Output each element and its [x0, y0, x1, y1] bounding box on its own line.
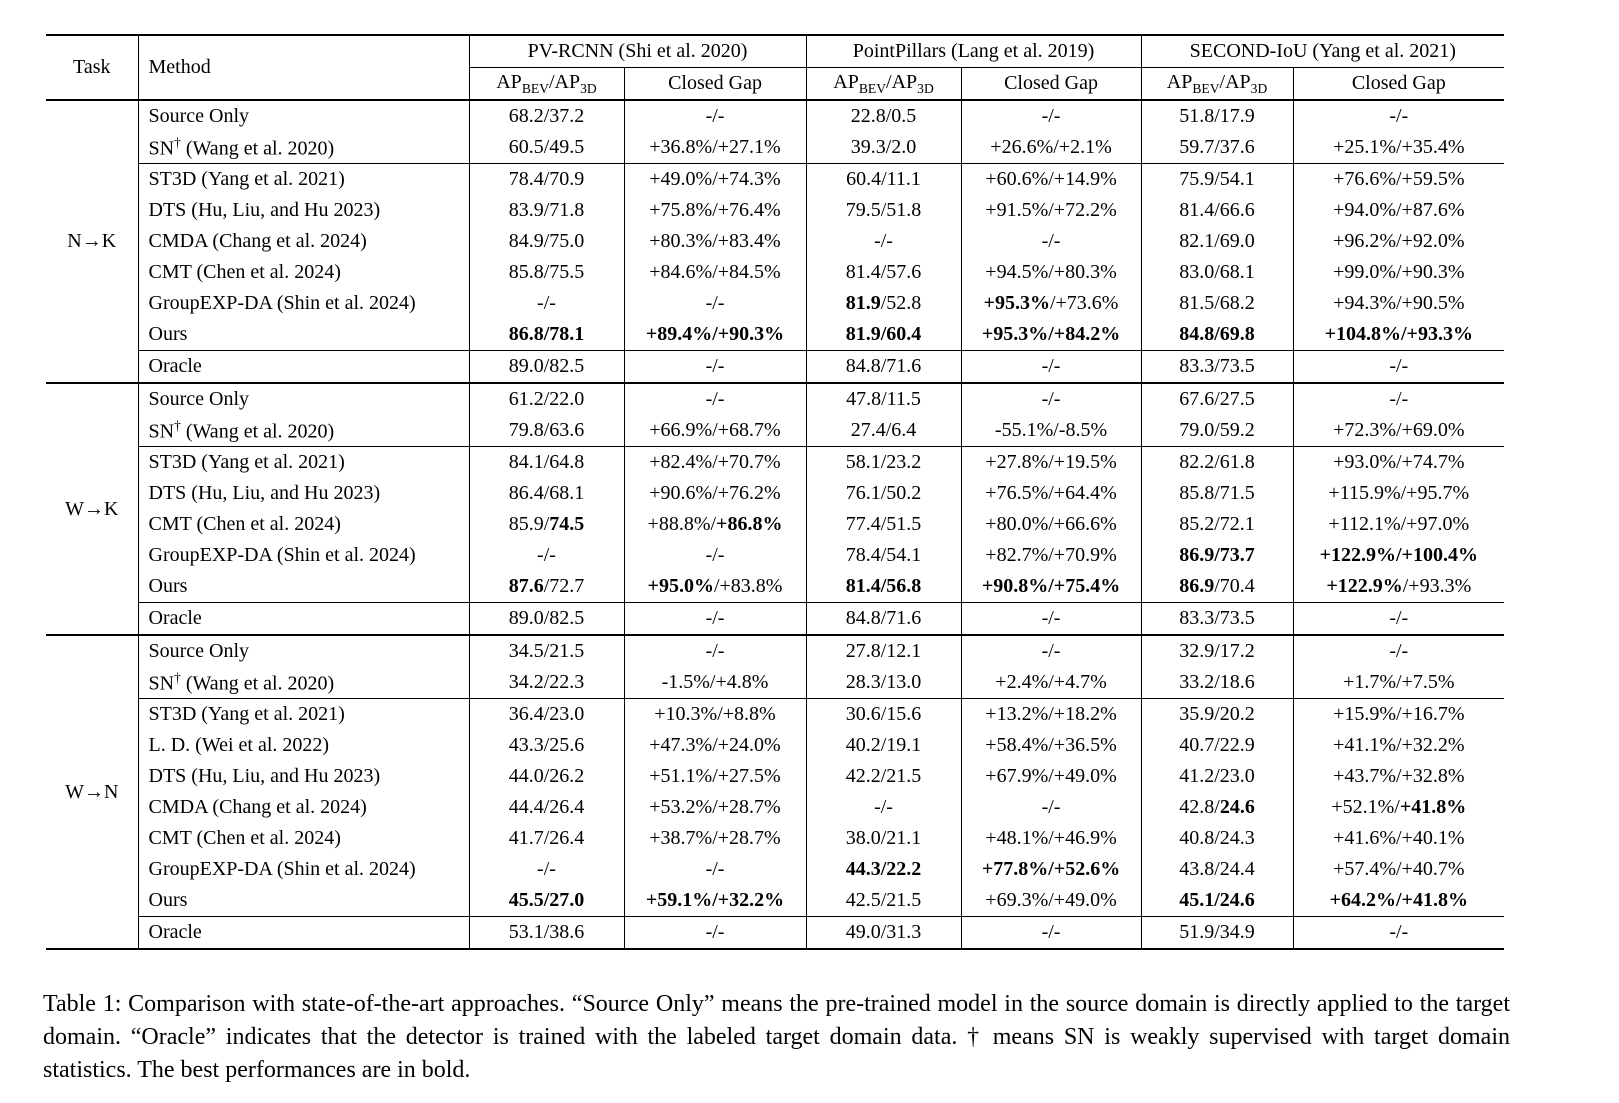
value-cell: +91.5%/+72.2% [961, 195, 1141, 226]
table-row [46, 792, 1504, 823]
value-cell: 32.9/17.2 [1141, 635, 1293, 667]
value-cell: -/- [624, 635, 806, 667]
value-cell: -/- [469, 854, 624, 885]
value-cell: 42.8/24.6 [1141, 792, 1293, 823]
value-cell: -/- [961, 351, 1141, 384]
method-cell: GroupEXP-DA (Shin et al. 2024) [138, 288, 469, 319]
table-row [46, 288, 1504, 319]
value-cell: 39.3/2.0 [806, 132, 961, 164]
value-cell: 40.7/22.9 [1141, 730, 1293, 761]
value-cell: +47.3%/+24.0% [624, 730, 806, 761]
value-cell: 82.2/61.8 [1141, 447, 1293, 479]
value-cell: 42.5/21.5 [806, 885, 961, 917]
value-cell: 84.8/69.8 [1141, 319, 1293, 351]
method-cell: GroupEXP-DA (Shin et al. 2024) [138, 854, 469, 885]
value-cell: +88.8%/+86.8% [624, 509, 806, 540]
value-cell: -/- [1293, 603, 1504, 636]
value-cell: -/- [624, 351, 806, 384]
value-cell: 38.0/21.1 [806, 823, 961, 854]
table-row [46, 195, 1504, 226]
value-cell: +67.9%/+49.0% [961, 761, 1141, 792]
value-cell: 34.2/22.3 [469, 667, 624, 699]
method-cell: Oracle [138, 917, 469, 950]
col-header-task: Task [46, 35, 138, 100]
value-cell: +15.9%/+16.7% [1293, 699, 1504, 731]
value-cell: 51.9/34.9 [1141, 917, 1293, 950]
value-cell: 43.3/25.6 [469, 730, 624, 761]
value-cell: 60.5/49.5 [469, 132, 624, 164]
value-cell: +96.2%/+92.0% [1293, 226, 1504, 257]
value-cell: -/- [961, 100, 1141, 132]
value-cell: +69.3%/+49.0% [961, 885, 1141, 917]
value-cell: 41.2/23.0 [1141, 761, 1293, 792]
value-cell: -/- [961, 917, 1141, 950]
value-cell: -/- [624, 288, 806, 319]
method-cell: Ours [138, 319, 469, 351]
col-header-second-iou: SECOND-IoU (Yang et al. 2021) [1141, 35, 1504, 68]
value-cell: +94.3%/+90.5% [1293, 288, 1504, 319]
table-row [46, 478, 1504, 509]
value-cell: 85.2/72.1 [1141, 509, 1293, 540]
value-cell: +115.9%/+95.7% [1293, 478, 1504, 509]
value-cell: 45.1/24.6 [1141, 885, 1293, 917]
value-cell: 81.9/52.8 [806, 288, 961, 319]
value-cell: +82.4%/+70.7% [624, 447, 806, 479]
value-cell: -/- [624, 603, 806, 636]
value-cell: +95.3%/+73.6% [961, 288, 1141, 319]
results-table [46, 34, 1504, 950]
col-header-pvrcnn: PV-RCNN (Shi et al. 2020) [469, 35, 806, 68]
value-cell: 43.8/24.4 [1141, 854, 1293, 885]
value-cell: -/- [806, 226, 961, 257]
value-cell: 85.8/75.5 [469, 257, 624, 288]
value-cell: -/- [806, 792, 961, 823]
method-cell: DTS (Hu, Liu, and Hu 2023) [138, 195, 469, 226]
table-row [46, 667, 1504, 699]
value-cell: +2.4%/+4.7% [961, 667, 1141, 699]
method-cell: SN† (Wang et al. 2020) [138, 667, 469, 699]
value-cell: 85.8/71.5 [1141, 478, 1293, 509]
value-cell: +52.1%/+41.8% [1293, 792, 1504, 823]
method-cell: Source Only [138, 635, 469, 667]
method-cell: Source Only [138, 100, 469, 132]
method-cell: CMT (Chen et al. 2024) [138, 823, 469, 854]
value-cell: -/- [1293, 383, 1504, 415]
value-cell: 28.3/13.0 [806, 667, 961, 699]
method-cell: Oracle [138, 351, 469, 384]
value-cell: 42.2/21.5 [806, 761, 961, 792]
table-row [46, 447, 1504, 479]
table-row [46, 730, 1504, 761]
col-header-pointpillars: PointPillars (Lang et al. 2019) [806, 35, 1141, 68]
value-cell: +112.1%/+97.0% [1293, 509, 1504, 540]
value-cell: 86.8/78.1 [469, 319, 624, 351]
value-cell: 81.4/56.8 [806, 571, 961, 603]
value-cell: +1.7%/+7.5% [1293, 667, 1504, 699]
value-cell: 83.0/68.1 [1141, 257, 1293, 288]
value-cell: +58.4%/+36.5% [961, 730, 1141, 761]
method-cell: CMDA (Chang et al. 2024) [138, 226, 469, 257]
value-cell: +72.3%/+69.0% [1293, 415, 1504, 447]
table-row [46, 226, 1504, 257]
task-label: N→K [46, 100, 138, 383]
value-cell: 79.8/63.6 [469, 415, 624, 447]
value-cell: 81.4/66.6 [1141, 195, 1293, 226]
table-row [46, 257, 1504, 288]
col-header-ap-pvrcnn: $AP_{BEV}/AP_{3D}$ [469, 68, 624, 101]
value-cell: +95.0%/+83.8% [624, 571, 806, 603]
value-cell: -/- [961, 383, 1141, 415]
table-row [46, 761, 1504, 792]
value-cell: 77.4/51.5 [806, 509, 961, 540]
method-cell: ST3D (Yang et al. 2021) [138, 447, 469, 479]
table-row [46, 100, 1504, 132]
method-cell: GroupEXP-DA (Shin et al. 2024) [138, 540, 469, 571]
value-cell: 83.3/73.5 [1141, 603, 1293, 636]
value-cell: 85.9/74.5 [469, 509, 624, 540]
value-cell: +60.6%/+14.9% [961, 164, 1141, 196]
value-cell: +82.7%/+70.9% [961, 540, 1141, 571]
value-cell: 59.7/37.6 [1141, 132, 1293, 164]
header-row-detectors [46, 35, 1504, 68]
value-cell: -/- [961, 635, 1141, 667]
value-cell: +10.3%/+8.8% [624, 699, 806, 731]
value-cell: 86.9/70.4 [1141, 571, 1293, 603]
value-cell: -/- [469, 288, 624, 319]
value-cell: +99.0%/+90.3% [1293, 257, 1504, 288]
value-cell: +48.1%/+46.9% [961, 823, 1141, 854]
table-row [46, 823, 1504, 854]
value-cell: +80.0%/+66.6% [961, 509, 1141, 540]
col-header-ap-pointpillars: $AP_{BEV}/AP_{3D}$ [806, 68, 961, 101]
value-cell: 27.4/6.4 [806, 415, 961, 447]
table-row [46, 415, 1504, 447]
value-cell: 45.5/27.0 [469, 885, 624, 917]
value-cell: -55.1%/-8.5% [961, 415, 1141, 447]
method-cell: Oracle [138, 603, 469, 636]
value-cell: +90.8%/+75.4% [961, 571, 1141, 603]
value-cell: 30.6/15.6 [806, 699, 961, 731]
value-cell: +122.9%/+93.3% [1293, 571, 1504, 603]
value-cell: 33.2/18.6 [1141, 667, 1293, 699]
value-cell: 58.1/23.2 [806, 447, 961, 479]
col-header-gap-pointpillars: Closed Gap [961, 68, 1141, 101]
value-cell: +59.1%/+32.2% [624, 885, 806, 917]
value-cell: 79.5/51.8 [806, 195, 961, 226]
task-label: W→K [46, 383, 138, 635]
method-cell: SN† (Wang et al. 2020) [138, 132, 469, 164]
value-cell: 87.6/72.7 [469, 571, 624, 603]
value-cell: +94.0%/+87.6% [1293, 195, 1504, 226]
value-cell: 44.3/22.2 [806, 854, 961, 885]
table-row [46, 383, 1504, 415]
value-cell: +49.0%/+74.3% [624, 164, 806, 196]
value-cell: 76.1/50.2 [806, 478, 961, 509]
value-cell: +104.8%/+93.3% [1293, 319, 1504, 351]
value-cell: -/- [961, 226, 1141, 257]
value-cell: 40.8/24.3 [1141, 823, 1293, 854]
value-cell: +41.6%/+40.1% [1293, 823, 1504, 854]
value-cell: +41.1%/+32.2% [1293, 730, 1504, 761]
value-cell: +66.9%/+68.7% [624, 415, 806, 447]
col-header-gap-pvrcnn: Closed Gap [624, 68, 806, 101]
method-cell: Source Only [138, 383, 469, 415]
value-cell: +122.9%/+100.4% [1293, 540, 1504, 571]
value-cell: 40.2/19.1 [806, 730, 961, 761]
value-cell: 67.6/27.5 [1141, 383, 1293, 415]
table-row [46, 509, 1504, 540]
value-cell: +80.3%/+83.4% [624, 226, 806, 257]
value-cell: +53.2%/+28.7% [624, 792, 806, 823]
table-row [46, 885, 1504, 917]
method-cell: ST3D (Yang et al. 2021) [138, 699, 469, 731]
value-cell: +38.7%/+28.7% [624, 823, 806, 854]
value-cell: 84.1/64.8 [469, 447, 624, 479]
value-cell: 86.4/68.1 [469, 478, 624, 509]
col-header-ap-second-iou: $AP_{BEV}/AP_{3D}$ [1141, 68, 1293, 101]
value-cell: +89.4%/+90.3% [624, 319, 806, 351]
method-cell: Ours [138, 571, 469, 603]
value-cell: 34.5/21.5 [469, 635, 624, 667]
value-cell: 68.2/37.2 [469, 100, 624, 132]
value-cell: -1.5%/+4.8% [624, 667, 806, 699]
value-cell: -/- [961, 792, 1141, 823]
value-cell: -/- [624, 383, 806, 415]
value-cell: +95.3%/+84.2% [961, 319, 1141, 351]
value-cell: +76.6%/+59.5% [1293, 164, 1504, 196]
value-cell: 81.5/68.2 [1141, 288, 1293, 319]
table-row [46, 540, 1504, 571]
value-cell: 61.2/22.0 [469, 383, 624, 415]
method-cell: CMT (Chen et al. 2024) [138, 509, 469, 540]
value-cell: -/- [1293, 635, 1504, 667]
value-cell: 84.8/71.6 [806, 351, 961, 384]
value-cell: 60.4/11.1 [806, 164, 961, 196]
method-cell: DTS (Hu, Liu, and Hu 2023) [138, 478, 469, 509]
method-cell: CMT (Chen et al. 2024) [138, 257, 469, 288]
value-cell: +36.8%/+27.1% [624, 132, 806, 164]
value-cell: -/- [961, 603, 1141, 636]
value-cell: 82.1/69.0 [1141, 226, 1293, 257]
value-cell: 89.0/82.5 [469, 351, 624, 384]
value-cell: 79.0/59.2 [1141, 415, 1293, 447]
value-cell: 81.4/57.6 [806, 257, 961, 288]
value-cell: 49.0/31.3 [806, 917, 961, 950]
value-cell: -/- [624, 100, 806, 132]
value-cell: -/- [1293, 351, 1504, 384]
col-header-method: Method [138, 35, 469, 100]
value-cell: +77.8%/+52.6% [961, 854, 1141, 885]
value-cell: +27.8%/+19.5% [961, 447, 1141, 479]
method-cell: ST3D (Yang et al. 2021) [138, 164, 469, 196]
value-cell: 35.9/20.2 [1141, 699, 1293, 731]
value-cell: 75.9/54.1 [1141, 164, 1293, 196]
table-row [46, 603, 1504, 636]
table-row [46, 699, 1504, 731]
value-cell: -/- [624, 854, 806, 885]
value-cell: 27.8/12.1 [806, 635, 961, 667]
value-cell: +76.5%/+64.4% [961, 478, 1141, 509]
value-cell: 41.7/26.4 [469, 823, 624, 854]
value-cell: 84.9/75.0 [469, 226, 624, 257]
value-cell: 89.0/82.5 [469, 603, 624, 636]
table-row [46, 351, 1504, 384]
table-row [46, 319, 1504, 351]
table-caption: Table 1: Comparison with state-of-the-art approaches. “Source Only” means the pre-trained model in the source domain is directly applied to the target domain. “Oracle” indicates that the detector is trained with the labeled target domain data. † means SN is weakly supervised with target domain statistics. The best performances are in bold. [43, 991, 1510, 1083]
value-cell: 78.4/54.1 [806, 540, 961, 571]
value-cell: 84.8/71.6 [806, 603, 961, 636]
value-cell: 47.8/11.5 [806, 383, 961, 415]
table-row [46, 132, 1504, 164]
value-cell: -/- [1293, 917, 1504, 950]
table-row [46, 635, 1504, 667]
value-cell: +75.8%/+76.4% [624, 195, 806, 226]
method-cell: SN† (Wang et al. 2020) [138, 415, 469, 447]
value-cell: 36.4/23.0 [469, 699, 624, 731]
value-cell: -/- [624, 540, 806, 571]
value-cell: 83.9/71.8 [469, 195, 624, 226]
value-cell: +13.2%/+18.2% [961, 699, 1141, 731]
value-cell: 44.0/26.2 [469, 761, 624, 792]
value-cell: +51.1%/+27.5% [624, 761, 806, 792]
method-cell: DTS (Hu, Liu, and Hu 2023) [138, 761, 469, 792]
method-cell: L. D. (Wei et al. 2022) [138, 730, 469, 761]
value-cell: 81.9/60.4 [806, 319, 961, 351]
value-cell: -/- [469, 540, 624, 571]
value-cell: +93.0%/+74.7% [1293, 447, 1504, 479]
col-header-gap-second-iou: Closed Gap [1293, 68, 1504, 101]
task-label: W→N [46, 635, 138, 949]
value-cell: 51.8/17.9 [1141, 100, 1293, 132]
value-cell: 86.9/73.7 [1141, 540, 1293, 571]
value-cell: 83.3/73.5 [1141, 351, 1293, 384]
table-row [46, 854, 1504, 885]
value-cell: +94.5%/+80.3% [961, 257, 1141, 288]
method-cell: Ours [138, 885, 469, 917]
method-cell: CMDA (Chang et al. 2024) [138, 792, 469, 823]
value-cell: +57.4%/+40.7% [1293, 854, 1504, 885]
table-row [46, 917, 1504, 950]
value-cell: +64.2%/+41.8% [1293, 885, 1504, 917]
value-cell: 22.8/0.5 [806, 100, 961, 132]
table-row [46, 164, 1504, 196]
value-cell: +90.6%/+76.2% [624, 478, 806, 509]
value-cell: +25.1%/+35.4% [1293, 132, 1504, 164]
value-cell: +84.6%/+84.5% [624, 257, 806, 288]
table-row [46, 571, 1504, 603]
value-cell: +26.6%/+2.1% [961, 132, 1141, 164]
value-cell: 53.1/38.6 [469, 917, 624, 950]
value-cell: +43.7%/+32.8% [1293, 761, 1504, 792]
value-cell: -/- [624, 917, 806, 950]
value-cell: 78.4/70.9 [469, 164, 624, 196]
value-cell: -/- [1293, 100, 1504, 132]
value-cell: 44.4/26.4 [469, 792, 624, 823]
